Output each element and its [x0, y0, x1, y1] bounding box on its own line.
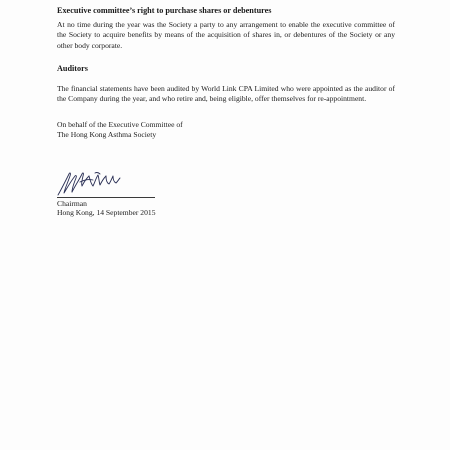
section-heading-auditors: Auditors — [57, 64, 88, 73]
handwritten-signature-icon — [55, 164, 127, 200]
closing-line-committee: On behalf of the Executive Committee of — [57, 120, 183, 129]
section-heading-share-rights: Executive committee’s right to purchase shares or debentures — [57, 6, 272, 15]
signature-line — [57, 197, 155, 198]
signatory-title: Chairman — [57, 199, 87, 208]
place-and-date: Hong Kong, 14 September 2015 — [57, 208, 156, 217]
paragraph-share-rights: At no time during the year was the Society a party to any arrangement to enable the executive committee of the Society to acquire benefits by means of the acquisition of shares in, or debentures of the Society or any other body corporate. — [57, 20, 395, 50]
closing-line-society: The Hong Kong Asthma Society — [57, 130, 157, 139]
paragraph-auditors: The financial statements have been audited by World Link CPA Limited who were appointed as the auditor of the Company during the year, and who retire and, being eligible, offer themselves for re-appointment. — [57, 84, 395, 104]
